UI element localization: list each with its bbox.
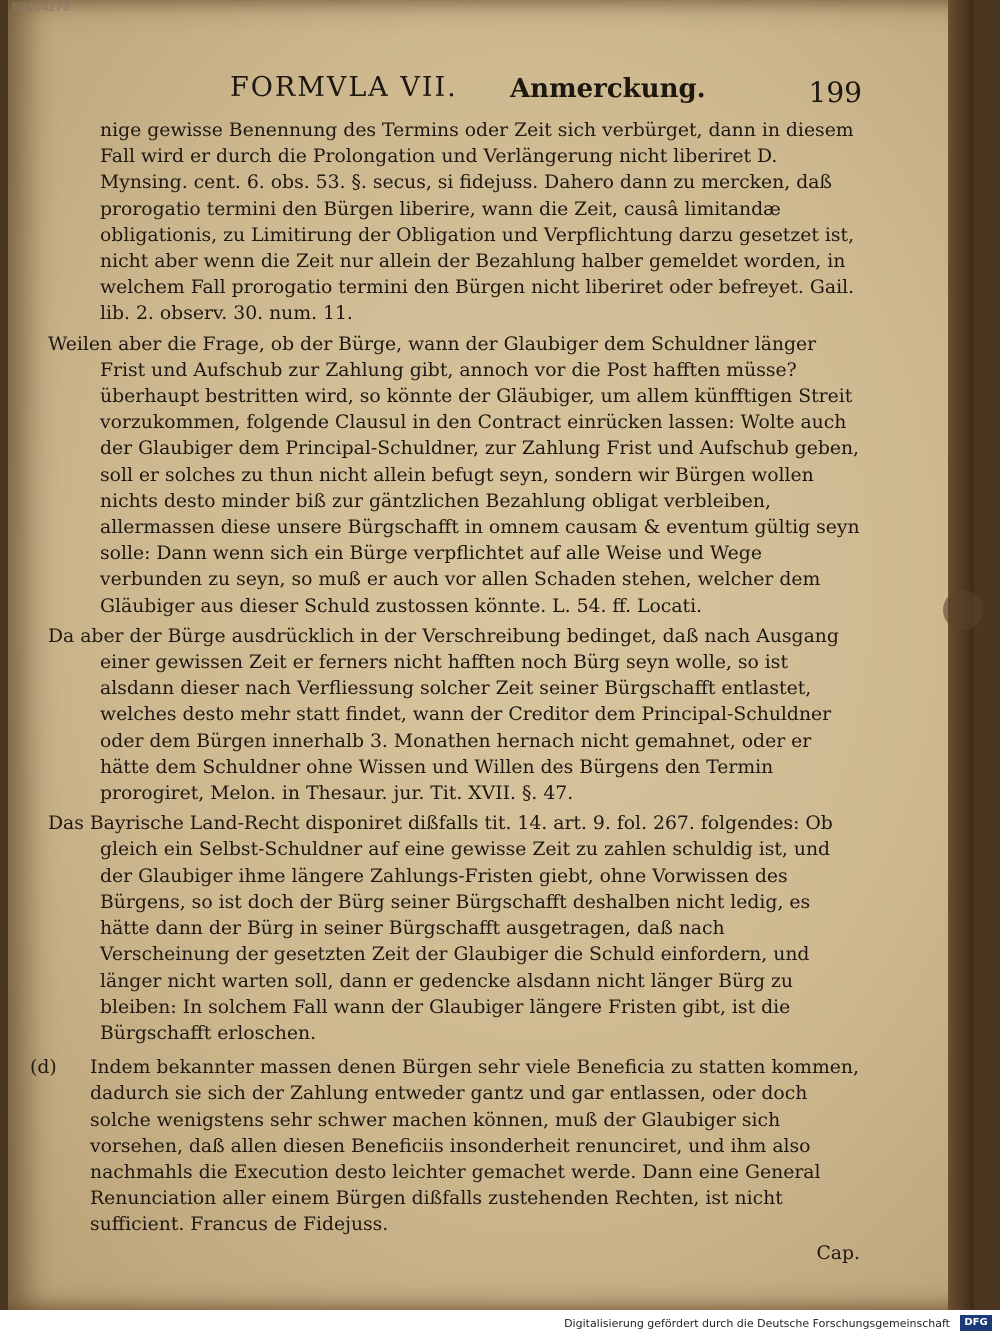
page-edge-notch (943, 590, 983, 630)
funding-credit: Digitalisierung gefördert durch die Deutsche Forschungsgemeinschaft (564, 1317, 950, 1330)
footer-bar (0, 1310, 1000, 1337)
dfg-logo: DFG (960, 1315, 992, 1331)
paragraph-continued: nige gewisse Benennung des Termins oder Zeit sich verbürget, dann in diesem Fall wird er durch die Prolongation und Verlängerung nicht liberiret D. Mynsing. cent. 6. obs. 53. §. secus, si fidejuss. Dahero dann zu mercken, daß prorogatio termini den Bürgen liberire, wann die Zeit, causâ limitandæ obligationis, zu Limitirung der Obligation und Verpflichtung darzu gesetzet ist, nicht aber wenn die Zeit nur allein der Bezahlung halber gemeldet worden, in welchem Fall prorogatio termini den Bürgen nicht liberiret oder befreyet. Gail. lib. 2. observ. 30. num. 11. (100, 120, 855, 325)
body-text (30, 118, 860, 1267)
catchword: Cap. (816, 1242, 860, 1264)
paragraph-bavarian-law: Das Bayrische Land-Recht disponiret dißfalls tit. 14. art. 9. fol. 267. folgendes: Ob gleich ein Selbst-Schuldner auf eine gewisse Zeit zu zahlen schuldig ist, und der Glaubiger ihme längere Zahlungs-Fristen giebt, ohne Vorwissen des Bürgens, so ist doch der Bürg seiner Bürgschafft deshalben nicht ledig, es hätte dann der Bürg in seiner Bürgschafft ausgetragen, daß nach Verscheinung der gesetzten Zeit der Glaubiger die Schuld einfordern, und länger nicht warten soll, dann er gedencke alsdann nicht länger Bürg zu bleiben: In solchem Fall wann der Glaubiger längere Fristen gibt, ist die Bürgschafft erloschen. (48, 813, 833, 1044)
paragraph-clause: Weilen aber die Frage, ob der Bürge, wann der Glaubiger dem Schuldner länger Frist und Aufschub zur Zahlung gibt, annoch vor die Post hafften müsse? überhaupt bestritten wird, so könnte der Gläubiger, um allem künfftigen Streit vorzukommen, folgende Clausul in den Contract einrücken lassen: Wolte auch der Glaubiger dem Principal-Schuldner, zur Zahlung Frist und Aufschub geben, soll er solches zu thun nicht allein befugt seyn, sondern wir Bürgen wollen nichts desto minder biß zur gäntzlichen Bezahlung obligat verbleiben, allermassen diese unsere Bürgschafft in omnem causam & eventum gültig seyn solle: Dann wenn sich ein Bürge verpflichtet auf alle Weise und Wege verbunden zu seyn, so muß er auch vor allen Schaden stehen, welcher dem Gläubiger aus dieser Schuld zustossen könnte. L. 54. ff. Locati. (48, 333, 860, 617)
section-title: Anmerckung. (510, 74, 706, 104)
catalog-label: 00104270 (12, 0, 70, 14)
footnote-d (30, 1055, 860, 1238)
page-edge (948, 0, 974, 1310)
footnote-marker: (d) (30, 1057, 57, 1079)
paragraph-expiry: Da aber der Bürge ausdrücklich in der Verschreibung bedinget, daß nach Ausgang einer gewissen Zeit er ferners nicht hafften noch Bürg seyn wolle, so ist alsdann dieser nach Verfliessung solcher Zeit seiner Bürgschafft entlastet, welches desto mehr statt findet, wann der Creditor dem Principal-Schuldner oder dem Bürgen innerhalb 3. Monathen hernach nicht gemahnet, oder er hätte dem Schuldner ohne Wissen und Willen des Bürgens den Termin prorogiret, Melon. in Thesaur. jur. Tit. XVII. §. 47. (48, 625, 839, 805)
running-head (80, 68, 870, 112)
formula-title: FORMVLA VII. (230, 72, 458, 103)
footnote-text: Indem bekannter massen denen Bürgen sehr viele Beneficia zu statten kommen, dadurch sie sich der Zahlung entweder gantz und gar entlassen, oder doch solche wenigstens sehr schwer machen können, muß der Glaubiger sich vorsehen, daß allen diesen Beneficiis insonderheit renunciret, und ihm also nachmahls die Execution desto leichter gemachet werde. Dann eine General Renunciation aller einem Bürgen dißfalls zustehenden Rechten, ist nicht sufficient. Francus de Fidejuss. (90, 1057, 859, 1236)
page-number: 199 (808, 76, 862, 109)
